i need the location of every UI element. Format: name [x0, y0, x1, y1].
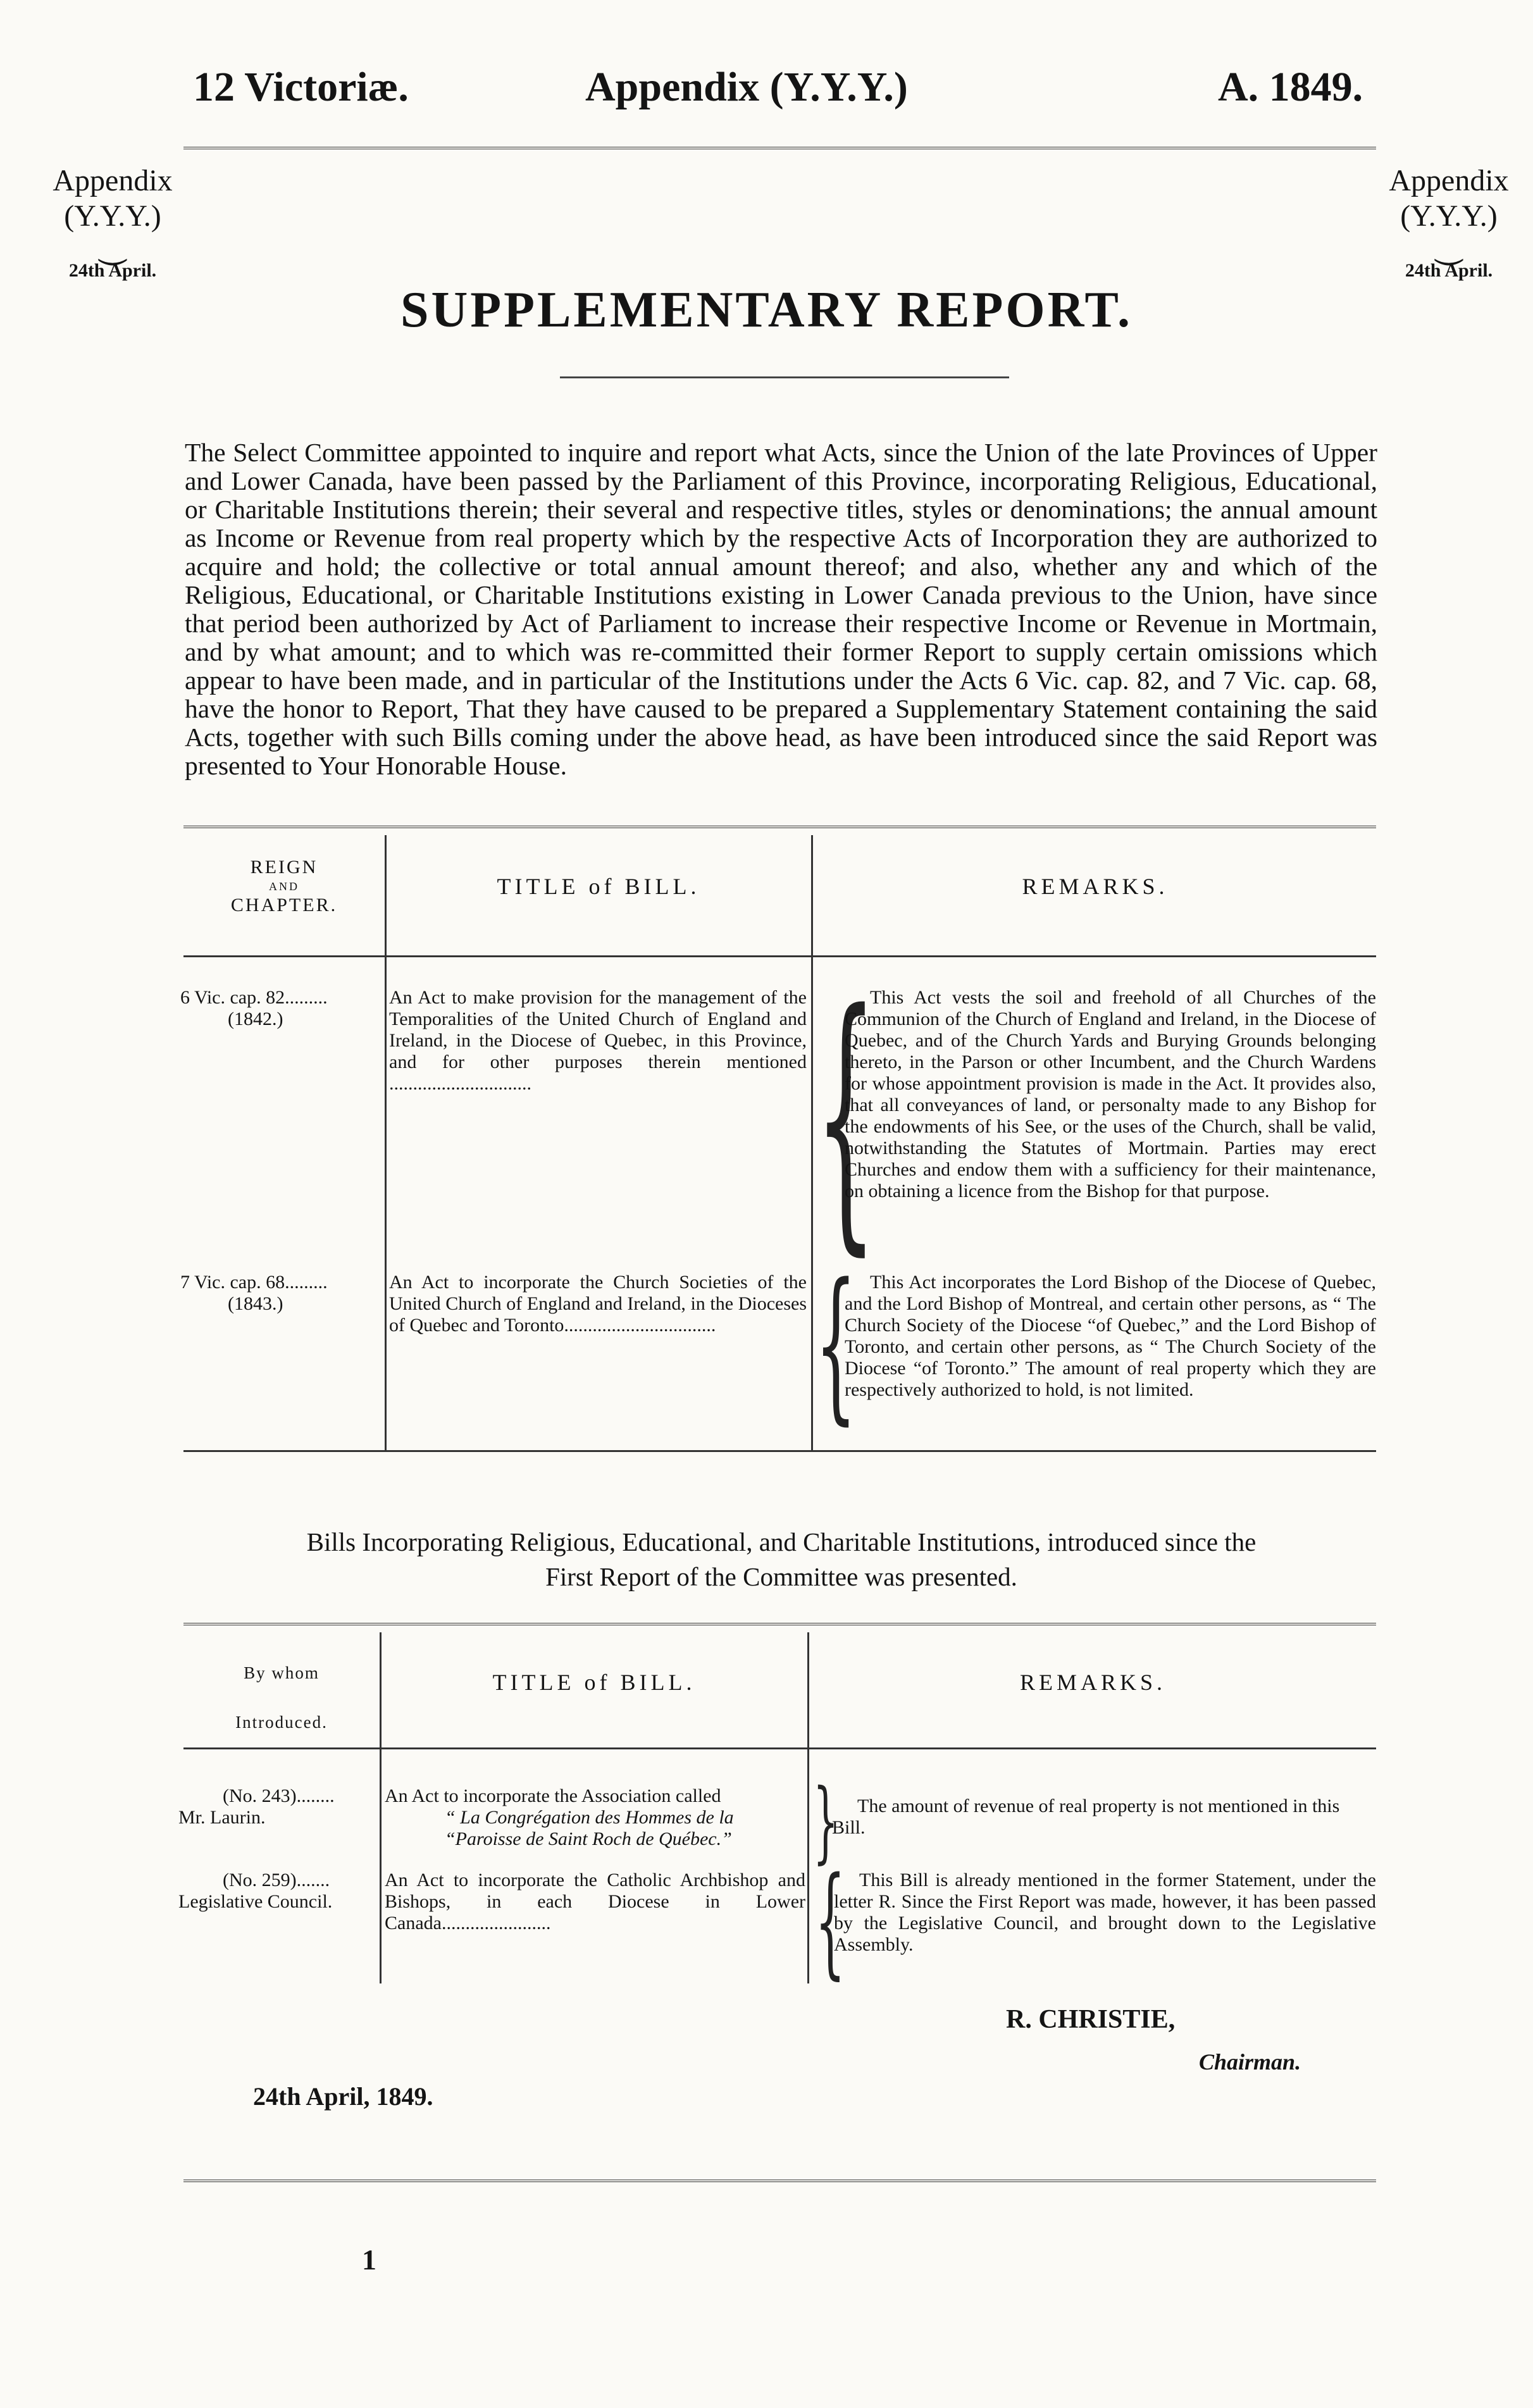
table-row: [180, 1272, 383, 1315]
table1-header-remarks: REMARKS.: [1022, 874, 1169, 899]
table1-header-rule: [183, 955, 1376, 957]
header-text: Introduced.: [235, 1713, 328, 1732]
brace-ornament: ⏝: [97, 230, 128, 263]
margin-note-appendix: Appendix: [1389, 164, 1509, 197]
table1-header-title: TITLE of BILL.: [497, 874, 700, 899]
bills-heading-line: First Report of the Committee was presented.: [545, 1562, 1017, 1591]
signature-role: Chairman.: [1199, 2049, 1301, 2075]
table1-divider-1: [385, 835, 387, 1452]
brace-ornament: ⏝: [1434, 230, 1464, 263]
table2-header-title: TITLE of BILL.: [492, 1670, 696, 1695]
bill-title-line: “Paroisse de Saint Roch de Québec.”: [445, 1828, 732, 1849]
title-rule: [560, 376, 1009, 378]
table1-top-rule: [183, 826, 1376, 828]
bill-title: An Act to incorporate the Catholic Archbishop and Bishops, in each Diocese in Lower Canada.......................: [385, 1870, 805, 1933]
introduced-by: Legislative Council.: [178, 1891, 333, 1912]
bill-number: (No. 259).......: [223, 1870, 330, 1890]
bill-remarks: The amount of revenue of real property is not mentioned in this Bill.: [832, 1796, 1340, 1838]
table2-top-rule: [183, 1623, 1376, 1625]
table1-divider-2: [811, 835, 813, 1452]
bill-title: An Act to make provision for the management of the Temporalities of the United Church of England and Ireland, in the Diocese of Quebec, in this Province, and for other purposes therein mentioned ..............................: [389, 987, 807, 1094]
bill-number: (No. 243)........: [223, 1785, 335, 1806]
margin-note-date: 24th April.: [68, 260, 157, 281]
table-row: [178, 1785, 378, 1828]
reign-chapter: 6 Vic. cap. 82.........: [180, 987, 328, 1008]
footer-rule: [183, 2180, 1376, 2182]
margin-note-right: [1367, 163, 1531, 282]
margin-note-left: [30, 163, 195, 282]
header-text: AND: [269, 880, 299, 893]
header-text: REIGN: [250, 857, 318, 878]
table2-header-remarks: REMARKS.: [1019, 1670, 1167, 1695]
intro-paragraph: The Select Committee appointed to inquire and report what Acts, since the Union of the late Provinces of Upper and Lower Canada, have been passed by the Parliament of this Province, incorporating Religious, Educational, or Charitable Institutions therein; their several and respective titles, styles or denominations; the annual amount as Income or Revenue from real property which by the respective Acts of Incorporation they are authorized to acquire and hold; the collective or total annual amount thereof; and also, whether any and which of the Religious, Educational, or Charitable Institutions existing in Lower Canada previous to the Union, have since that period been authorized by Act of Parliament to increase their respective Income or Revenue in Mortmain, and by what amount; and to which was re-committed their former Report to supply certain omissions which appear to have been made, and in particular of the Institutions under the Acts 6 Vic. cap. 82, and 7 Vic. cap. 68, have the honor to Report, That they have caused to be prepared a Supplementary Statement containing the said Acts, together with such Bills coming under the above head, as have been introduced since the said Report was presented to Your Honorable House.: [185, 438, 1377, 780]
header-left: 12 Victoriæ.: [193, 64, 409, 110]
page-number: 1: [362, 2244, 376, 2276]
bill-title-line: “ La Congrégation des Hommes de la: [445, 1807, 734, 1828]
margin-note-code: (Y.Y.Y.): [1400, 199, 1498, 233]
table2-header-rule: [183, 1747, 1376, 1749]
curly-brace: {: [815, 1851, 846, 1991]
header-rule: [183, 147, 1376, 149]
margin-note-appendix: Appendix: [53, 164, 173, 197]
bill-remarks: This Act incorporates the Lord Bishop of the Diocese of Quebec, and the Lord Bishop of Montreal, and certain other persons, as “ The Church Society of the Diocese “of Quebec,” and the Lord Bishop of Toronto, and certain other persons, as “ The Church Society of the Diocese “of Toronto.” The amount of real property which they are respectively authorized to hold, is not limited.: [845, 1272, 1376, 1400]
bills-heading: [190, 1525, 1373, 1594]
table2-header-by: [183, 1648, 380, 1747]
bill-title-line: An Act to incorporate the Association called: [385, 1785, 721, 1806]
curly-brace: {: [815, 1249, 857, 1440]
header-right: A. 1849.: [1218, 64, 1363, 110]
signature-name: R. CHRISTIE,: [1006, 2005, 1176, 2034]
reign-chapter: 7 Vic. cap. 68.........: [180, 1272, 328, 1293]
table-row: [178, 1870, 378, 1913]
table1-bottom-rule: [183, 1450, 1376, 1452]
table2-divider-1: [380, 1632, 382, 1983]
bills-heading-line: Bills Incorporating Religious, Educational, and Charitable Institutions, introduced since the: [306, 1527, 1257, 1556]
header-text: By whom: [244, 1663, 320, 1682]
bill-title: [385, 1785, 805, 1850]
margin-note-code: (Y.Y.Y.): [64, 199, 161, 233]
bill-title: An Act to incorporate the Church Societies of the United Church of England and Ireland, in the Dioceses of Quebec and Toronto................................: [389, 1272, 807, 1336]
reign-year: (1843.): [228, 1293, 283, 1314]
page-title: SUPPLEMENTARY REPORT.: [400, 282, 1133, 338]
bill-remarks: This Bill is already mentioned in the former Statement, under the letter R. Since the First Report was made, however, it has been passed by the Legislative Council, and brought down to the Legislative Assembly.: [834, 1870, 1376, 1955]
introduced-by: Mr. Laurin.: [178, 1807, 266, 1828]
report-date: 24th April, 1849.: [253, 2082, 433, 2111]
margin-note-date: 24th April.: [1405, 260, 1493, 281]
table2-divider-2: [807, 1632, 809, 1983]
curly-brace: }: [813, 1770, 839, 1873]
table-row: [180, 987, 383, 1030]
header-text: CHAPTER.: [230, 895, 338, 915]
table1-header-reign: [183, 855, 385, 917]
bill-remarks: This Act vests the soil and freehold of all Churches of the Communion of the Church of England and Ireland, in the Diocese of Quebec, and of the Church Yards and Burying Grounds belonging thereto, in the Parson or other Incumbent, and the Church Wardens for whose appointment provision is made in the Act. It provides also, that all conveyances of land, or personalty made to any Bishop for the endowments of his See, or the uses of the Church, shall be valid, notwithstanding the Statutes of Mortmain. Parties may erect Churches and endow them with a sufficiency for their maintenance, on obtaining a licence from the Bishop for that purpose.: [845, 987, 1376, 1201]
header-center: Appendix (Y.Y.Y.): [585, 64, 908, 110]
curly-brace: {: [815, 955, 877, 1279]
reign-year: (1842.): [228, 1009, 283, 1029]
